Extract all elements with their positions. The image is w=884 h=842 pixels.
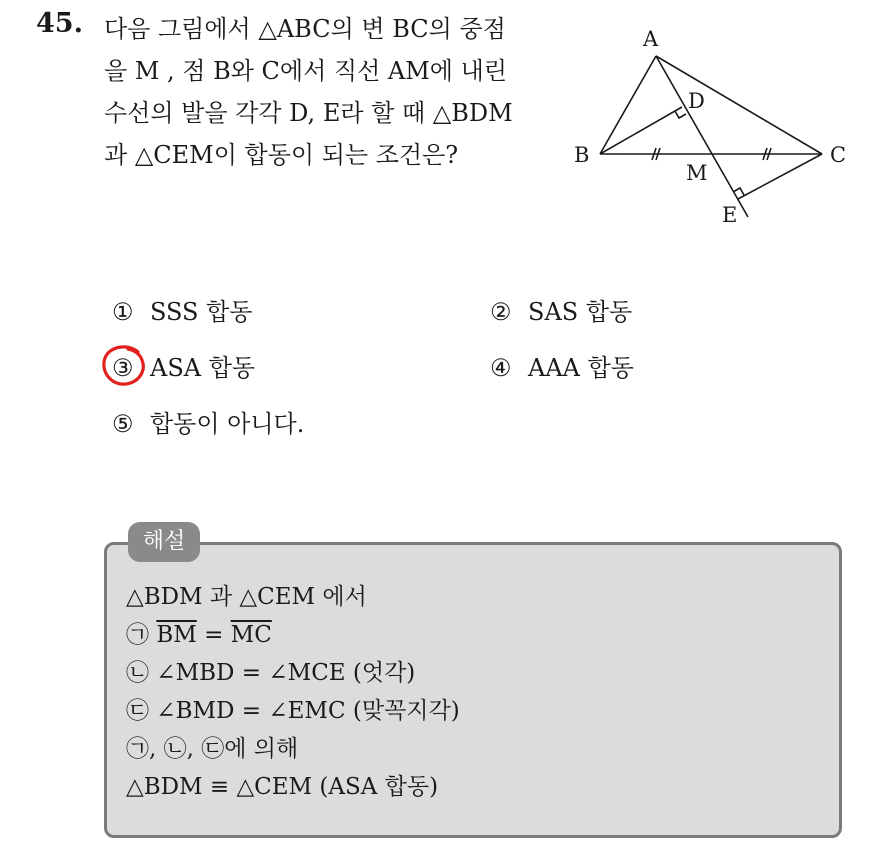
- solution-line: [126, 616, 460, 654]
- choice-text: SAS 합동: [528, 298, 633, 326]
- solution-line: ㉡ ∠MBD = ∠MCE (엇각): [126, 660, 416, 686]
- segment-mc: $\overline{MC}$: [230, 622, 272, 648]
- answer-circle-mark: [100, 342, 150, 390]
- choice-text: SSS 합동: [150, 298, 253, 326]
- line-am-extended: [656, 56, 748, 217]
- choice-text: 합동이 아니다.: [150, 410, 305, 438]
- solution-line: ㉢ ∠BMD = ∠EMC (맞꼭지각): [126, 698, 460, 724]
- segment-ab: [600, 56, 656, 154]
- marker-giyeok: ㉠: [126, 622, 149, 648]
- segment-ac: [656, 56, 822, 154]
- label-a: A: [643, 27, 659, 51]
- question-line: 다음 그림에서 △ABC의 변 BC의 중점: [104, 15, 506, 43]
- question-number: 45.: [36, 8, 83, 39]
- choice-mark: ③: [112, 354, 134, 382]
- solution-line: ㉠, ㉡, ㉢에 의해: [126, 736, 299, 762]
- choice-2[interactable]: [490, 292, 632, 327]
- solution-tab: 해설: [128, 522, 200, 562]
- equals-sign: =: [204, 622, 224, 648]
- choice-mark: ④: [490, 354, 512, 382]
- question-line: 수선의 발을 각각 D, E라 할 때 △BDM: [104, 99, 513, 127]
- label-e: E: [722, 203, 738, 227]
- solution-lines: [126, 578, 460, 806]
- question-text: [104, 8, 554, 176]
- label-d: D: [688, 89, 705, 113]
- question-line: 을 M , 점 B와 C에서 직선 AM에 내린: [104, 57, 507, 85]
- label-c: C: [830, 143, 847, 167]
- choice-5[interactable]: [112, 404, 304, 439]
- question-line: 과 △CEM이 합동이 되는 조건은?: [104, 141, 459, 169]
- right-angle-mark-d: [675, 111, 686, 118]
- choice-4[interactable]: [490, 348, 634, 383]
- choice-mark: ①: [112, 298, 134, 326]
- choice-mark: ②: [490, 298, 512, 326]
- choice-text: AAA 합동: [528, 354, 634, 382]
- solution-line: △BDM ≡ △CEM (ASA 합동): [126, 774, 439, 800]
- triangle-figure: [560, 20, 860, 240]
- label-m: M: [686, 161, 708, 185]
- choice-mark: ⑤: [112, 410, 134, 438]
- segment-bd: [600, 107, 682, 154]
- solution-line: △BDM 과 △CEM 에서: [126, 584, 367, 610]
- segment-ce: [738, 154, 822, 199]
- segment-bm: $\overline{BM}$: [156, 622, 197, 648]
- choice-text: ASA 합동: [150, 354, 256, 382]
- label-b: B: [574, 143, 590, 167]
- choice-1[interactable]: [112, 292, 252, 327]
